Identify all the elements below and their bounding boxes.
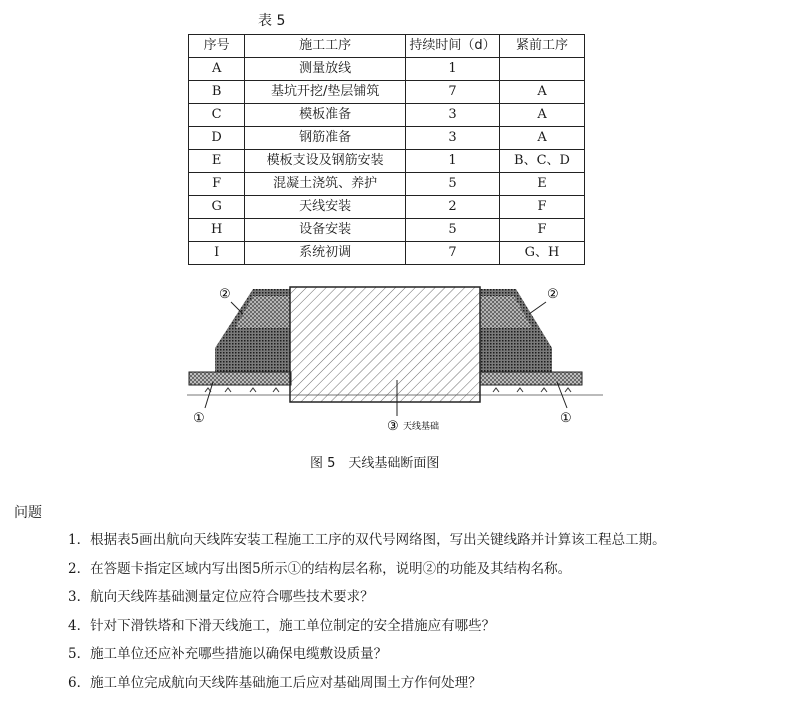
header-seq: 序号 bbox=[189, 35, 245, 58]
cell-process: 模板准备 bbox=[245, 104, 406, 127]
callout-1-left: ① bbox=[193, 411, 205, 426]
question-item: 1．根据表5画出航向天线阵安装工程施工工序的双代号网络图，写出关键线路并计算该工程总工期。 bbox=[68, 532, 666, 548]
antenna-foundation-section-diagram bbox=[175, 280, 615, 445]
right-base-layer bbox=[480, 372, 582, 385]
cell-duration: 5 bbox=[406, 173, 500, 196]
cell-predecessor: B、C、D bbox=[500, 150, 585, 173]
cell-process: 基坑开挖/垫层铺筑 bbox=[245, 81, 406, 104]
cell-process: 钢筋准备 bbox=[245, 127, 406, 150]
cell-process: 系统初调 bbox=[245, 242, 406, 265]
cell-predecessor: F bbox=[500, 196, 585, 219]
question-item: 4．针对下滑铁塔和下滑天线施工，施工单位制定的安全措施应有哪些？ bbox=[68, 617, 496, 634]
cell-duration: 1 bbox=[406, 150, 500, 173]
table-header-row bbox=[189, 35, 585, 58]
callout-3: ③ bbox=[387, 419, 399, 434]
table-row bbox=[189, 150, 585, 173]
cell-seq: C bbox=[189, 104, 245, 127]
cell-seq: G bbox=[189, 196, 245, 219]
question-item: 3．航向天线阵基础测量定位应符合哪些技术要求？ bbox=[68, 589, 374, 605]
table-row bbox=[189, 81, 585, 104]
cell-seq: E bbox=[189, 150, 245, 173]
cell-seq: F bbox=[189, 173, 245, 196]
cell-seq: I bbox=[189, 242, 245, 265]
cell-duration: 1 bbox=[406, 58, 500, 81]
cell-process: 模板支设及钢筋安装 bbox=[245, 150, 406, 173]
cell-predecessor: A bbox=[500, 127, 585, 150]
question-item: 6．施工单位完成航向天线阵基础施工后应对基础周围土方作何处理？ bbox=[68, 674, 482, 691]
cell-duration: 3 bbox=[406, 104, 500, 127]
cell-duration: 5 bbox=[406, 219, 500, 242]
cell-process: 天线安装 bbox=[245, 196, 406, 219]
cell-seq: D bbox=[189, 127, 245, 150]
table-row bbox=[189, 219, 585, 242]
cell-predecessor: E bbox=[500, 173, 585, 196]
question-item: 2．在答题卡指定区域内写出图5所示①的结构层名称，说明②的功能及其结构名称。 bbox=[68, 560, 572, 577]
cell-process: 测量放线 bbox=[245, 58, 406, 81]
callout-2-left: ② bbox=[219, 287, 231, 302]
cell-predecessor: G、H bbox=[500, 242, 585, 265]
cell-seq: A bbox=[189, 58, 245, 81]
table-row bbox=[189, 173, 585, 196]
cell-seq: H bbox=[189, 219, 245, 242]
questions-heading: 问题 bbox=[14, 505, 42, 521]
table-row bbox=[189, 104, 585, 127]
cell-process: 设备安装 bbox=[245, 219, 406, 242]
callout-1-right: ① bbox=[560, 411, 572, 426]
cell-duration: 7 bbox=[406, 242, 500, 265]
cell-process: 混凝土浇筑、养护 bbox=[245, 173, 406, 196]
cell-predecessor: A bbox=[500, 81, 585, 104]
table-row bbox=[189, 58, 585, 81]
foundation-label: 天线基础 bbox=[403, 422, 440, 432]
left-base-layer bbox=[189, 372, 291, 385]
cell-duration: 7 bbox=[406, 81, 500, 104]
antenna-foundation-block bbox=[290, 287, 480, 402]
header-duration: 持续时间（d） bbox=[406, 35, 500, 58]
questions-list bbox=[68, 526, 666, 697]
cell-duration: 3 bbox=[406, 127, 500, 150]
cell-predecessor bbox=[500, 58, 585, 81]
callout-2-right: ② bbox=[547, 287, 559, 302]
table-row bbox=[189, 242, 585, 265]
cell-duration: 2 bbox=[406, 196, 500, 219]
table-row bbox=[189, 127, 585, 150]
cell-predecessor: A bbox=[500, 104, 585, 127]
header-process: 施工工序 bbox=[245, 35, 406, 58]
header-predecessor: 紧前工序 bbox=[500, 35, 585, 58]
question-item: 5．施工单位还应补充哪些措施以确保电缆敷设质量？ bbox=[68, 646, 388, 662]
table-row bbox=[189, 196, 585, 219]
cell-predecessor: F bbox=[500, 219, 585, 242]
figure-caption: 图 5 天线基础断面图 bbox=[310, 456, 440, 471]
table-caption: 表 5 bbox=[258, 13, 286, 29]
construction-process-table bbox=[188, 34, 585, 265]
cell-seq: B bbox=[189, 81, 245, 104]
